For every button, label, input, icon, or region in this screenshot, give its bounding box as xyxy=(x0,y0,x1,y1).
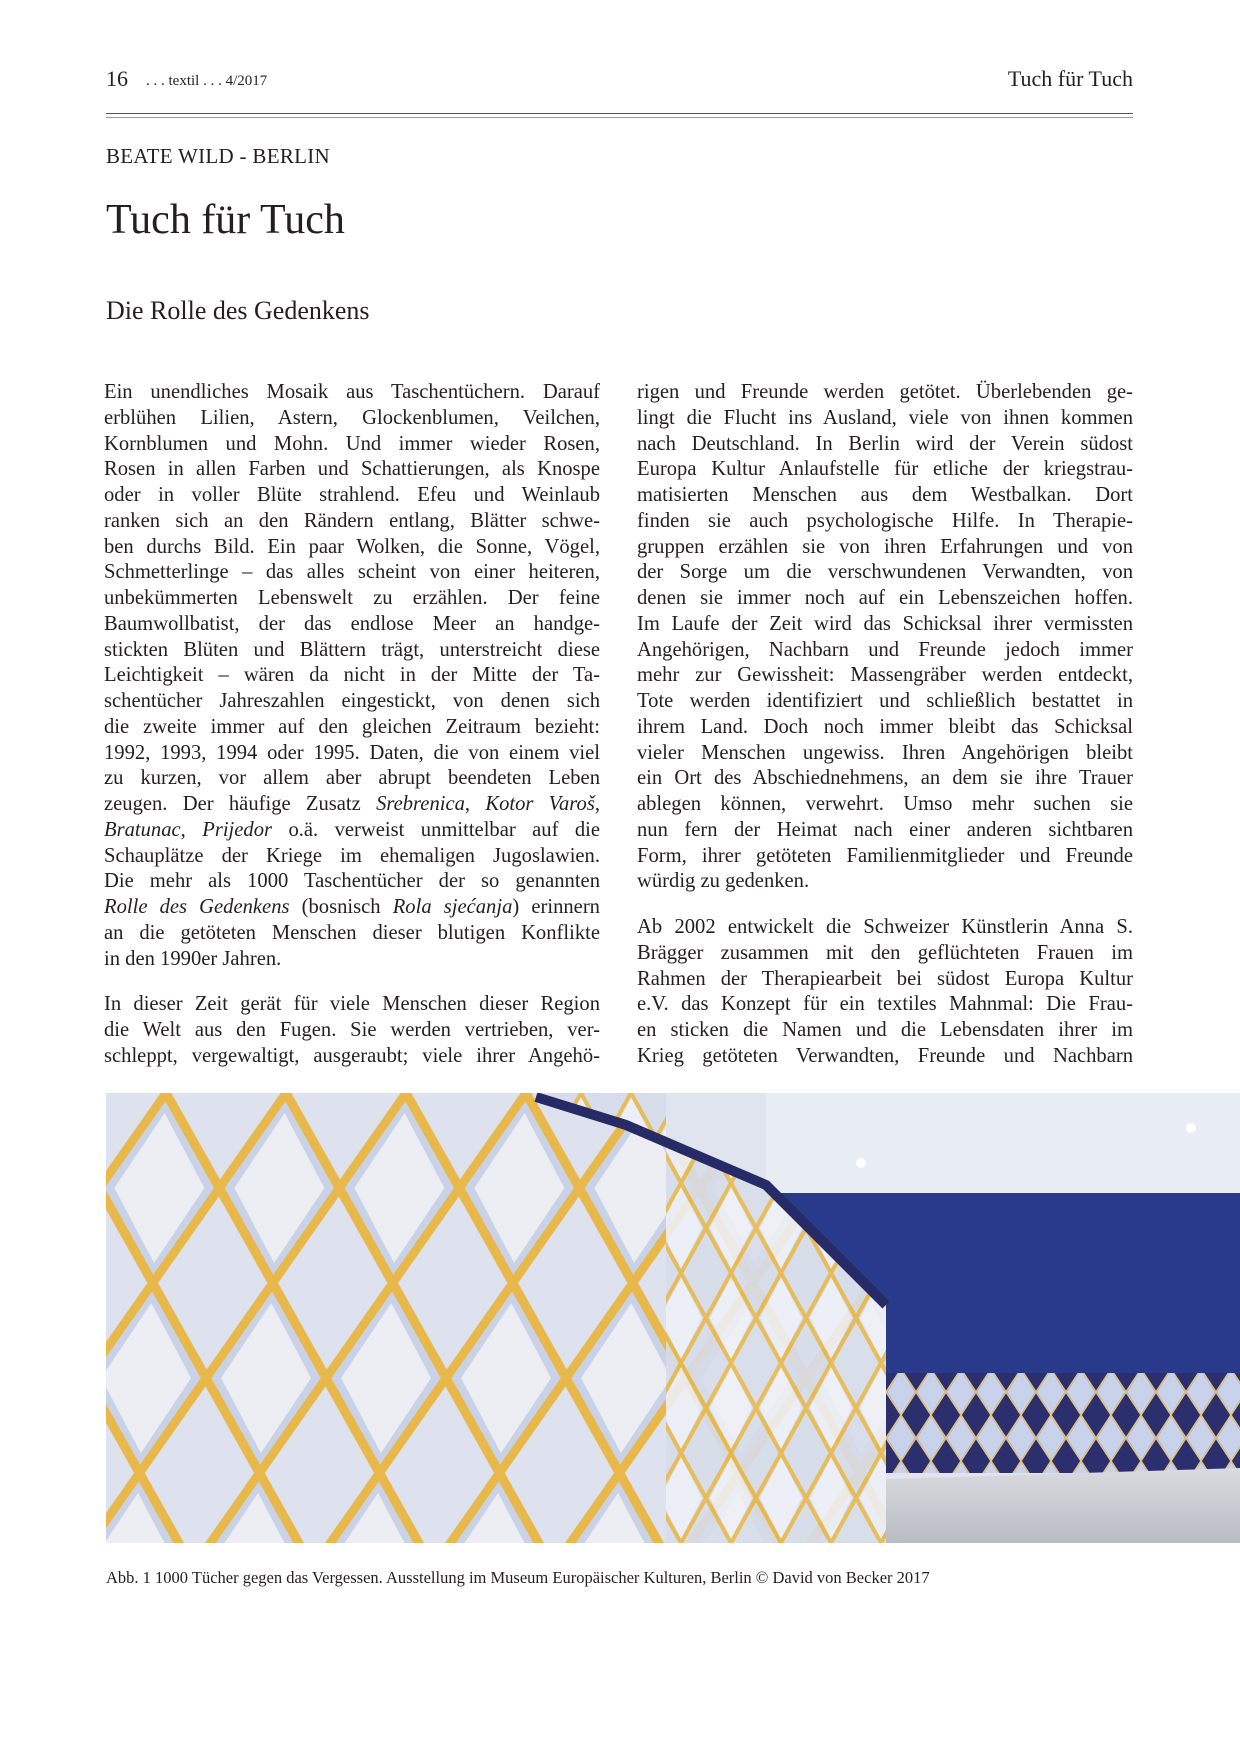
italic-term: Rolle des Gedenkens xyxy=(104,896,290,918)
header-rule xyxy=(106,117,1133,118)
page-number: 16 xyxy=(106,66,128,91)
exhibition-photo xyxy=(106,1093,1240,1543)
text-line: Rahmen der Therapiearbeit bei südost Europa Kultur xyxy=(637,967,1133,990)
article-title: Tuch für Tuch xyxy=(106,197,345,243)
running-title: Tuch für Tuch xyxy=(1007,66,1133,91)
paragraph xyxy=(104,992,600,1069)
figure-caption: Abb. 1 1000 Tücher gegen das Vergessen. Ausstellung im Museum Europäischer Kulturen, Berlin © David von Becker 2017 xyxy=(106,1568,930,1587)
text-line: Europa Kultur Anlaufstelle für etliche der kriegstrau- xyxy=(637,458,1133,481)
text-line: zu kurzen, vor allem aber abrupt beendeten Leben xyxy=(104,767,600,790)
text-line: Brägger zusammen mit den geflüchteten Frauen im xyxy=(637,941,1133,964)
text-line: gruppen erzählen sie von ihren Erfahrungen und von xyxy=(637,535,1133,558)
text-line: rigen und Freunde werden getötet. Überlebenden ge- xyxy=(637,381,1133,403)
text-line: erblühen Lilien, Astern, Glockenblumen, Veilchen, xyxy=(104,406,600,429)
article-subtitle: Die Rolle des Gedenkens xyxy=(106,296,370,325)
text-line: in den 1990er Jahren. xyxy=(104,947,282,970)
header-rule xyxy=(106,113,1133,114)
text-line: nach Deutschland. In Berlin wird der Verein südost xyxy=(637,432,1133,455)
text-line: ranken sich an den Rändern entlang, Blätter schwe- xyxy=(104,509,600,532)
paragraph xyxy=(637,380,1133,895)
text-line: In dieser Zeit gerät für viele Menschen dieser Region xyxy=(104,993,600,1016)
italic-term: Rola sjećanja xyxy=(392,896,513,918)
text-line: e.V. das Konzept für ein textiles Mahnmal: Die Frau- xyxy=(637,993,1133,1016)
text-line: Tote werden identifiziert und schließlich bestattet in xyxy=(637,690,1133,712)
text-line: oder in voller Blüte strahlend. Efeu und Weinlaub xyxy=(104,484,600,506)
text-segment: ) erinnern xyxy=(512,896,600,918)
italic-term: Bratunac xyxy=(104,818,181,841)
text-line: unbekümmerten Lebenswelt zu erzählen. Der feine xyxy=(104,587,600,609)
text-line: Im Laufe der Zeit wird das Schicksal ihrer vermissten xyxy=(637,612,1133,635)
text-line: ben durchs Bild. Ein paar Wolken, die Sonne, Vögel, xyxy=(104,535,600,558)
magazine-issue: . . . textil . . . 4/2017 xyxy=(146,73,268,89)
italic-term: Kotor Varoš xyxy=(485,793,595,815)
text-line: Kornblumen und Mohn. Und immer wieder Rosen, xyxy=(104,432,600,455)
text-column-1 xyxy=(104,380,600,1090)
text-line: schleppt, vergewaltigt, ausgeraubt; viele ihrer Angehö- xyxy=(104,1044,600,1067)
italic-term: Srebrenica xyxy=(376,793,465,815)
text-line: Rosen in allen Farben und Schattierungen, als Knospe xyxy=(104,458,600,481)
text-line: Leichtigkeit – wären da nicht in der Mitte der Ta- xyxy=(104,664,600,687)
text-line: vieler Menschen ungewiss. Ihren Angehörigen bleibt xyxy=(637,741,1133,764)
text-segment: , xyxy=(464,793,486,815)
italic-term: Prijedor xyxy=(202,818,273,841)
text-column-2 xyxy=(637,380,1133,1090)
text-line xyxy=(104,818,600,844)
text-line: Schmetterlinge – das alles scheint von einer heiteren, xyxy=(104,561,600,584)
text-line: die Welt aus den Fugen. Sie werden vertrieben, ver- xyxy=(104,1019,600,1041)
text-line: an die getöteten Menschen dieser blutigen Konflikte xyxy=(104,921,600,944)
text-line: Angehörigen, Nachbarn und Freunde jedoch immer xyxy=(637,638,1133,661)
text-line xyxy=(104,895,600,921)
text-line: Die mehr als 1000 Taschentücher der so genannten xyxy=(104,870,600,893)
text-line: ihrem Land. Doch noch immer bleibt das Schicksal xyxy=(637,715,1133,738)
text-segment: , xyxy=(594,793,600,815)
text-line: Krieg getöteten Verwandten, Freunde und Nachbarn xyxy=(637,1044,1133,1067)
text-line: Baumwollbatist, der das endlose Meer an handge- xyxy=(104,612,600,635)
text-line: ablegen können, verwehrt. Umso mehr suchen sie xyxy=(637,793,1133,815)
text-line: 1992, 1993, 1994 oder 1995. Daten, die von einem viel xyxy=(104,741,600,764)
text-line xyxy=(104,792,600,818)
paragraph xyxy=(104,380,600,972)
text-line: die zweite immer auf den gleichen Zeitraum bezieht: xyxy=(104,715,600,738)
text-line: schentücher Jahreszahlen eingestickt, von denen sich xyxy=(104,690,600,712)
text-line: der Sorge um die verschwundenen Verwandten, von xyxy=(637,561,1133,584)
text-line: denen sie immer noch auf ein Lebenszeichen hoffen. xyxy=(637,587,1133,609)
text-line: Ein unendliches Mosaik aus Taschentüchern. Darauf xyxy=(104,381,600,403)
text-line: nun fern der Heimat nach einer anderen sichtbaren xyxy=(637,818,1133,841)
text-segment: (bosnisch xyxy=(289,896,393,918)
text-segment: o.ä. verweist unmittelbar auf die xyxy=(272,818,601,841)
text-line: Form, ihrer getöteten Familienmitglieder und Freunde xyxy=(637,844,1133,867)
text-line: Schauplätze der Kriege im ehemaligen Jugoslawien. xyxy=(104,844,600,867)
handkerchief-wall-image xyxy=(106,1093,1240,1543)
text-segment: zeugen. Der häufige Zusatz xyxy=(104,793,377,815)
author-line: BEATE WILD - BERLIN xyxy=(106,144,331,168)
text-line: ein Ort des Abschiednehmens, an dem sie ihre Trauer xyxy=(637,767,1133,790)
text-line: lingt die Flucht ins Ausland, viele von ihnen kommen xyxy=(637,406,1133,429)
text-line: finden sie auch psychologische Hilfe. In Therapie- xyxy=(637,509,1133,532)
text-line: en sticken die Namen und die Lebensdaten ihrer im xyxy=(637,1019,1133,1041)
text-line: stickten Blüten und Blättern trägt, unterstreicht diese xyxy=(104,638,600,661)
text-line: mehr zur Gewissheit: Massengräber werden entdeckt, xyxy=(637,664,1133,687)
text-segment: , xyxy=(180,818,203,841)
text-line: Ab 2002 entwickelt die Schweizer Künstlerin Anna S. xyxy=(637,916,1133,938)
text-line: würdig zu gedenken. xyxy=(637,870,810,893)
paragraph xyxy=(637,915,1133,1070)
text-line: matisierten Menschen aus dem Westbalkan. Dort xyxy=(637,484,1133,506)
